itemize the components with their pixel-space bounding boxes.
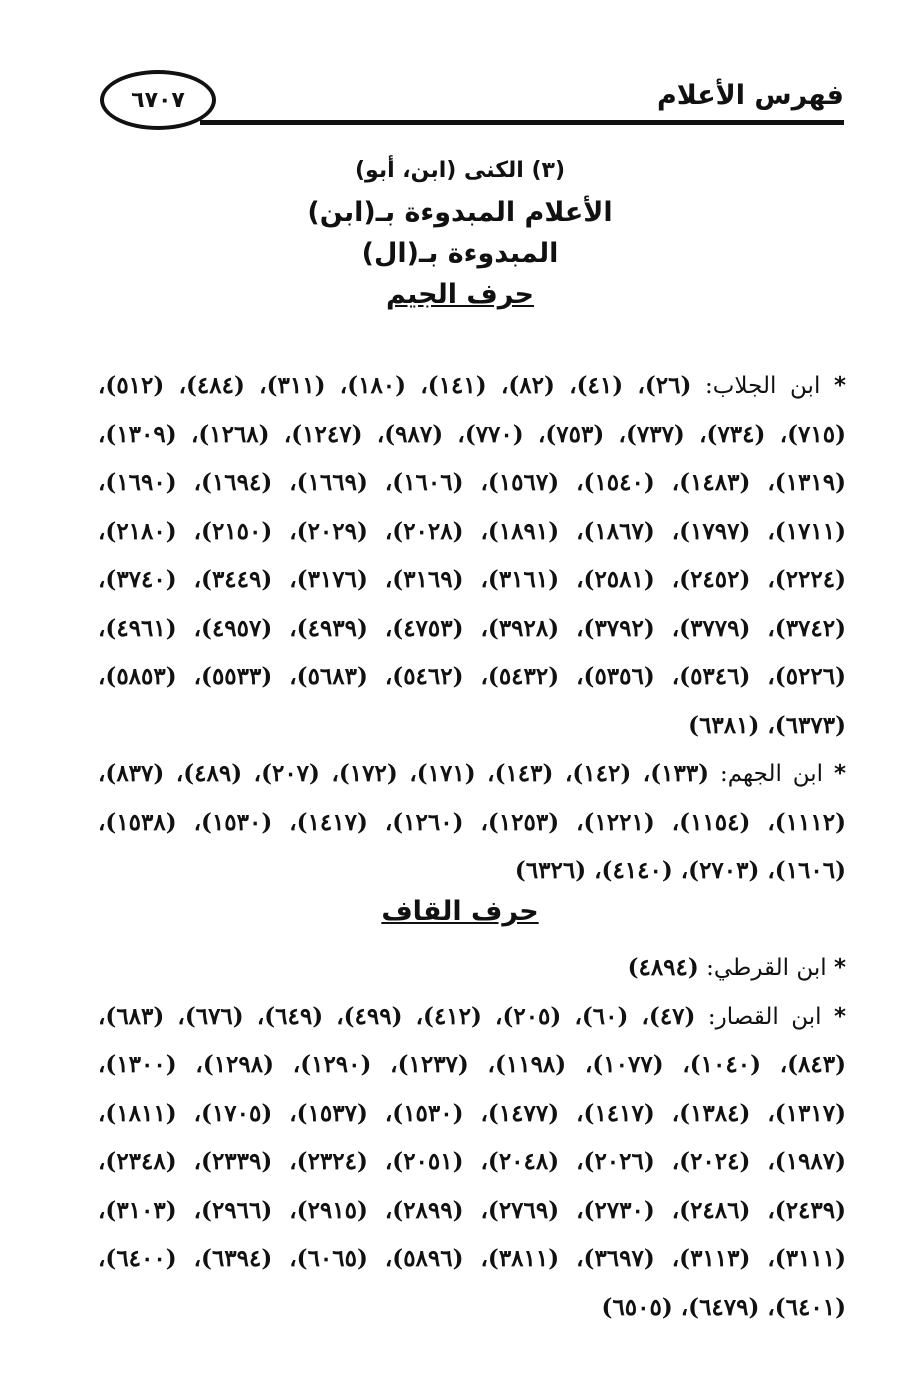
index-entry: [98, 362, 846, 750]
entry-refs: (١٣٣)، (١٤٢)، (١٤٣)، (١٧١)، (١٧٢)، (٢٠٧)، (٤٨٩)، (٨٣٧)، (١١١٢)، (١١٥٤)، (١٢٢١)، (١٢٥٣)، (١٢٦٠)، (١٤١٧)، (١٥٣٠)، (١٥٣٨)، (١٦٠٦)، (٢٧٠٣)، (٤١٤٠)، (٦٣٢٦): [98, 760, 846, 884]
subsection-heading: الأعلام المبدوءة بـ(ابن): [307, 197, 613, 228]
entry-name: ابن الجهم:: [719, 761, 824, 787]
subsection-heading-2: المبدوءة بـ(ال): [361, 238, 559, 269]
entry-refs: (٤٨٩٤): [627, 954, 699, 981]
entry-name: ابن القرطي:: [706, 955, 827, 981]
entries-qaf: [98, 944, 846, 1332]
running-title: فهرس الأعلام: [656, 80, 844, 111]
index-entry: [98, 993, 846, 1333]
entry-name: ابن الجلاب:: [705, 373, 821, 399]
section-headings: [80, 158, 840, 310]
entry-name: ابن القصار:: [707, 1003, 822, 1030]
index-entry: [98, 750, 846, 896]
entry-bullet: *: [833, 373, 847, 399]
entry-refs: (٢٦)، (٤١)، (٨٢)، (١٤١)، (١٨٠)، (٣١١)، (٤٨٤)، (٥١٢)، (٧١٥)، (٧٣٤)، (٧٣٧)، (٧٥٣)، (٧٧٠)، (٩٨٧)، (١٢٤٧)، (١٢٦٨)، (١٣٠٩)، (١٣١٩)، (١٤٨٣)، (١٥٤٠)، (١٥٦٧)، (١٦٠٦)، (١٦٦٩)، (١٦٩٤)، (١٦٩٠)، (١٧١١)، (١٧٩٧)، (١٨٦٧)، (١٨٩١)، (٢٠٢٨)، (٢٠٢٩)، (٢١٥٠)، (٢١٨٠)، (٢٢٢٤)، (٢٤٥٢)، (٢٥٨١)، (٣١٦١)، (٣١٦٩)، (٣١٧٦)، (٣٤٤٩)، (٣٧٤٠)، (٣٧٤٢)، (٣٧٧٩)، (٣٧٩٢)، (٣٩٢٨)، (٤٧٥٣)، (٤٩٣٩)، (٤٩٥٧)، (٤٩٦١)، (٥٢٢٦)، (٥٣٤٦)، (٥٣٥٦)، (٥٤٣٢)، (٥٤٦٢)، (٥٦٨٣)، (٥٥٣٣)، (٥٨٥٣)، (٦٣٧٣)، (٦٣٨١): [98, 372, 846, 739]
letter-heading-jim: حرف الجيم: [385, 279, 535, 310]
page-header: [96, 62, 844, 132]
page-number: ٦٧٠٧: [100, 70, 216, 130]
entry-refs: (٤٧)، (٦٠)، (٢٠٥)، (٤١٢)، (٤٩٩)، (٦٤٩)، (٦٧٦)، (٦٨٣)، (٨٤٣)، (١٠٤٠)، (١٠٧٧)، (١١٩٨)، (١٢٣٧)، (١٢٩٠)، (١٢٩٨)، (١٣٠٠)، (١٣١٧)، (١٣٨٤)، (١٤١٧)، (١٤٧٧)، (١٥٣٠)، (١٥٣٧)، (١٧٠٥)، (١٨١١)، (١٩٨٧)، (٢٠٢٤)، (٢٠٢٦)، (٢٠٤٨)، (٢٠٥١)، (٢٣٢٤)، (٢٣٣٩)، (٢٣٤٨)، (٢٤٣٩)، (٢٤٨٦)، (٢٧٣٠)، (٢٧٦٩)، (٢٨٩٩)، (٢٩١٥)، (٢٩٦٦)، (٣١٠٣)، (٣١١١)، (٣١١٣)، (٣٦٩٧)، (٣٨١١)، (٥٨٩٦)، (٦٠٦٥)، (٦٣٩٤)، (٦٤٠٠)، (٦٤٠١)، (٦٤٧٩)، (٦٥٠٥): [98, 1002, 846, 1321]
section-heading: (٣) الكنى (ابن، أبو): [354, 158, 566, 183]
entry-bullet: *: [833, 1003, 846, 1030]
header-rule: [200, 120, 844, 125]
entry-bullet: *: [833, 761, 846, 787]
entries-jim: [98, 362, 846, 896]
letter-heading-qaf-wrap: [80, 896, 840, 927]
entry-bullet: *: [833, 955, 846, 981]
letter-heading-qaf: حرف القاف: [381, 896, 539, 927]
index-entry: [98, 944, 846, 993]
